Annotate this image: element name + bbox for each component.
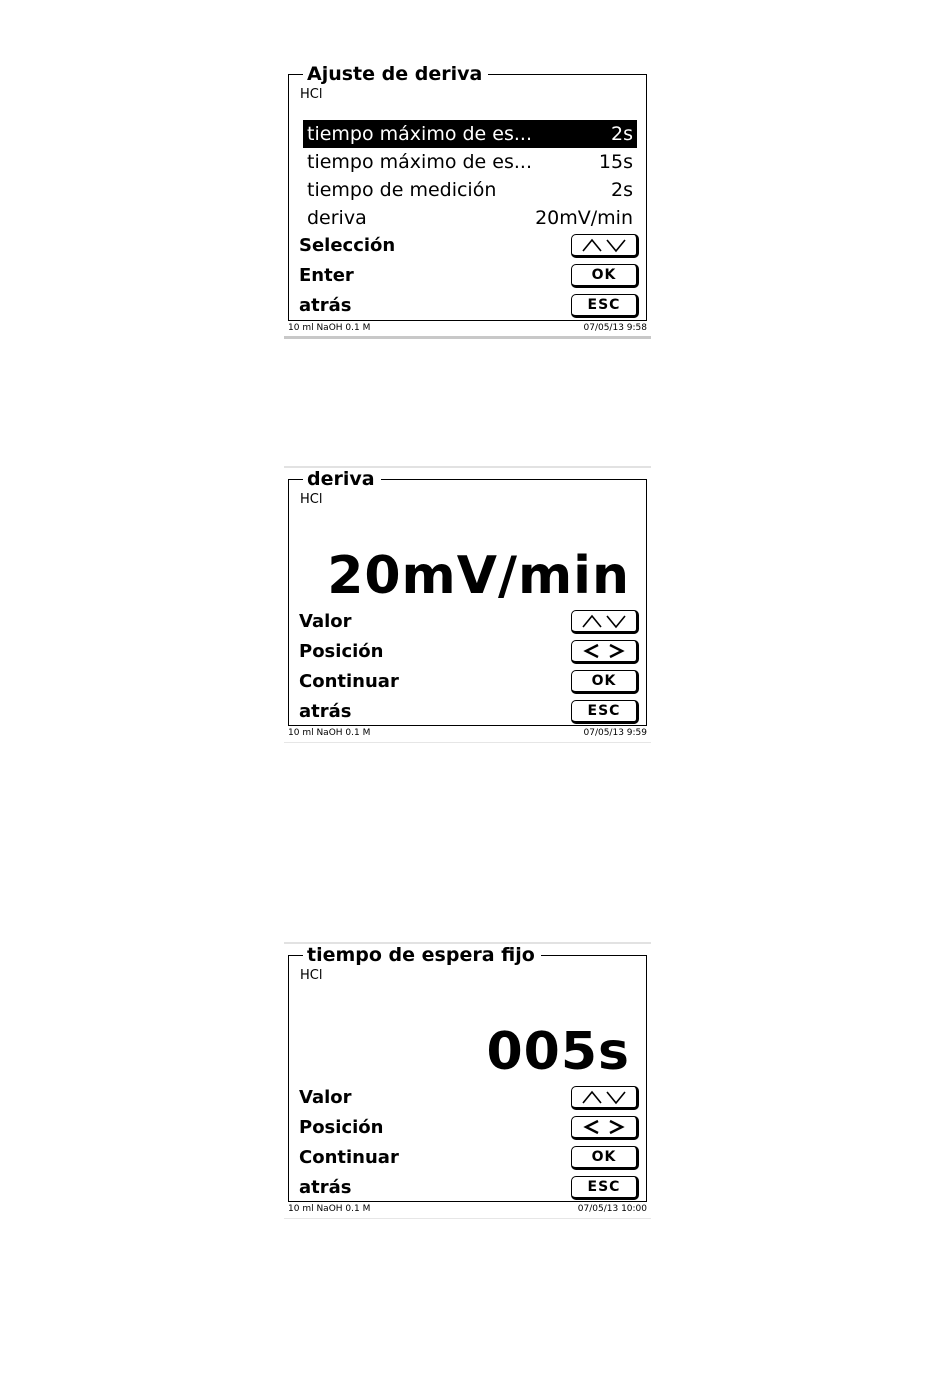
left-right-arrows-icon <box>580 1119 628 1135</box>
menu-item-label: tiempo de medición <box>307 179 497 201</box>
screen-title: deriva <box>303 468 381 490</box>
enter-label: Enter <box>299 265 354 286</box>
menu-item-value: 2s <box>611 123 633 145</box>
value-label: Valor <box>299 1087 352 1108</box>
up-down-arrows-icon <box>580 237 628 253</box>
menu-item-value: 15s <box>598 151 633 173</box>
ok-button[interactable]: OK <box>571 264 639 288</box>
screen-title: Ajuste de deriva <box>303 63 488 85</box>
back-label: atrás <box>299 1177 352 1198</box>
selection-label: Selección <box>299 235 396 256</box>
key-legend <box>299 607 639 727</box>
value-label: Valor <box>299 611 352 632</box>
wait-time-value-display[interactable]: 005s <box>486 1022 630 1082</box>
back-label: atrás <box>299 295 352 316</box>
menu-item-value: 2s <box>611 179 633 201</box>
settings-menu <box>303 120 637 232</box>
position-label: Posición <box>299 641 384 662</box>
menu-item-label: tiempo máximo de es... <box>307 123 532 145</box>
left-right-button[interactable] <box>571 1116 639 1140</box>
ok-button[interactable]: OK <box>571 1146 639 1170</box>
fixed-wait-time-screen <box>284 942 651 1220</box>
ok-button[interactable]: OK <box>571 670 639 694</box>
esc-button[interactable]: ESC <box>571 700 639 724</box>
up-down-arrows-icon <box>580 1089 628 1105</box>
continue-label: Continuar <box>299 671 399 692</box>
method-name: HCl <box>300 968 323 983</box>
menu-item-max-wait-time-2[interactable] <box>303 148 637 176</box>
divider <box>284 742 651 743</box>
reagent-info: 10 ml NaOH 0.1 M <box>288 1204 371 1214</box>
key-legend <box>299 231 639 321</box>
menu-item-value: 20mV/min <box>535 207 633 229</box>
divider <box>284 336 651 339</box>
date-time: 07/05/13 9:58 <box>583 323 647 333</box>
menu-item-label: deriva <box>307 207 367 229</box>
up-down-button[interactable] <box>571 1086 639 1110</box>
drift-settings-panel <box>288 63 647 321</box>
esc-button[interactable]: ESC <box>571 1176 639 1200</box>
screen-title: tiempo de espera fijo <box>303 944 541 966</box>
key-legend <box>299 1083 639 1203</box>
left-right-arrows-icon <box>580 643 628 659</box>
divider <box>284 1218 651 1219</box>
up-down-button[interactable] <box>571 610 639 634</box>
method-name: HCl <box>300 87 323 102</box>
menu-item-drift[interactable] <box>303 204 637 232</box>
drift-value-display[interactable]: 20mV/min <box>327 546 630 606</box>
position-label: Posición <box>299 1117 384 1138</box>
menu-item-max-wait-time-1[interactable] <box>303 120 637 148</box>
reagent-info: 10 ml NaOH 0.1 M <box>288 323 371 333</box>
reagent-info: 10 ml NaOH 0.1 M <box>288 728 371 738</box>
method-name: HCl <box>300 492 323 507</box>
drift-settings-screen <box>284 58 651 342</box>
up-down-arrows-icon <box>580 613 628 629</box>
fixed-wait-time-panel <box>288 944 647 1202</box>
drift-edit-screen <box>284 466 651 744</box>
drift-edit-panel <box>288 468 647 726</box>
menu-item-measuring-time[interactable] <box>303 176 637 204</box>
esc-button[interactable]: ESC <box>571 294 639 318</box>
menu-item-label: tiempo máximo de es... <box>307 151 532 173</box>
left-right-button[interactable] <box>571 640 639 664</box>
continue-label: Continuar <box>299 1147 399 1168</box>
back-label: atrás <box>299 701 352 722</box>
up-down-button[interactable] <box>571 234 639 258</box>
date-time: 07/05/13 9:59 <box>583 728 647 738</box>
date-time: 07/05/13 10:00 <box>577 1204 647 1214</box>
